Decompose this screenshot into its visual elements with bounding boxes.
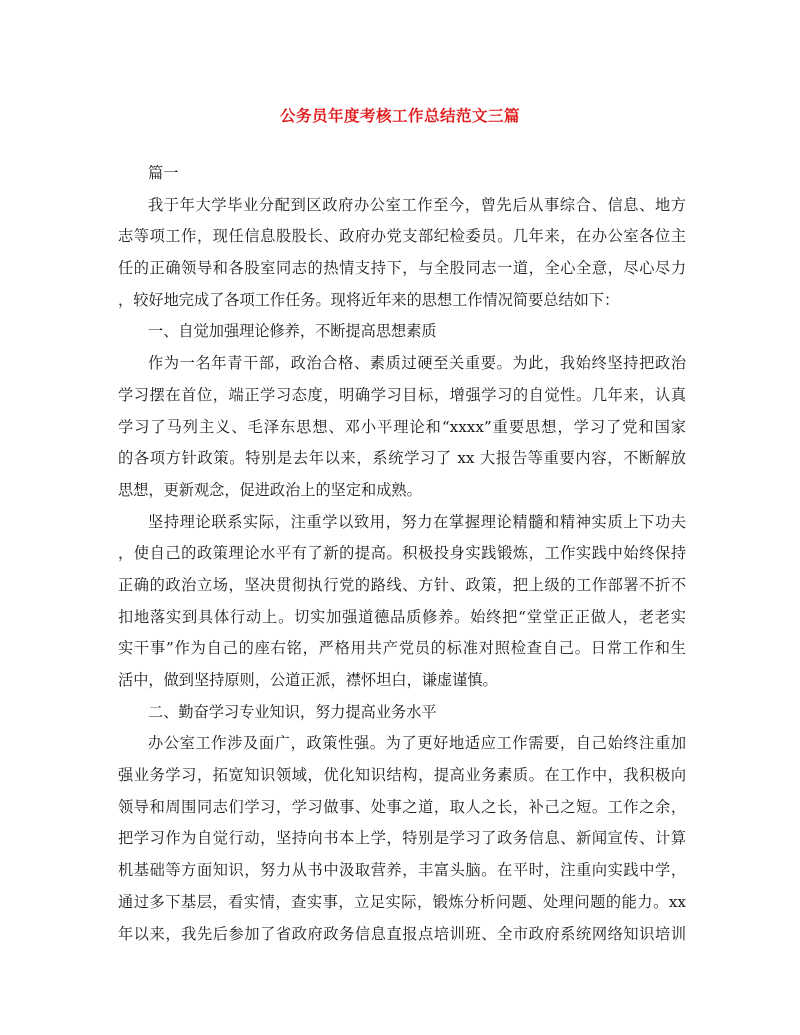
text-line: 坚持理论联系实际，注重学以致用，努力在掌握理论精髓和精神实质上下功夫	[148, 512, 686, 531]
text-line: 作为一名年青干部，政治合格、素质过硬至关重要。为此，我始终坚持把政治	[148, 354, 686, 373]
text-line: 的各项方针政策。特别是去年以来，系统学习了 xx 大报告等重要内容，不断解放	[118, 449, 686, 468]
text-line: 任的正确领导和各股室同志的热情支持下，与全股同志一道，全心全意，尽心尽力	[118, 259, 686, 278]
text-line: 机基础等方面知识，努力从书中汲取营养，丰富头脑。在平时，注重向实践中学，	[118, 861, 686, 880]
text-line: 一、自觉加强理论修养，不断提高思想素质	[148, 322, 437, 341]
text-line: 正确的政治立场，坚决贯彻执行党的路线、方针、政策，把上级的工作部署不折不	[118, 575, 686, 594]
text-line: 实干事”作为自己的座右铭，严格用共产党员的标准对照检查自己。日常工作和生	[118, 639, 686, 658]
text-line: 把学习作为自觉行动，坚持向书本上学，特别是学习了政务信息、新闻宣传、计算	[118, 829, 686, 848]
text-line: 扣地落实到具体行动上。切实加强道德品质修养。始终把“堂堂正正做人，老老实	[118, 607, 686, 626]
text-line: 志等项工作，现任信息股股长、政府办党支部纪检委员。几年来，在办公室各位主	[118, 227, 686, 246]
text-line: 办公室工作涉及面广，政策性强。为了更好地适应工作需要，自己始终注重加	[148, 734, 686, 753]
text-line: 我于年大学毕业分配到区政府办公室工作至今，曾先后从事综合、信息、地方	[148, 195, 686, 214]
text-line: 思想，更新观念，促进政治上的坚定和成熟。	[118, 480, 422, 499]
text-line: 学习了马列主义、毛泽东思想、邓小平理论和“xxxx”重要思想，学习了党和国家	[118, 417, 686, 436]
text-line: 强业务学习，拓宽知识领域，优化知识结构，提高业务素质。在工作中，我积极向	[118, 766, 686, 785]
text-line: 活中，做到坚持原则，公道正派，襟怀坦白，谦虚谨慎。	[118, 671, 498, 689]
document-body	[118, 158, 686, 950]
text-line: 年以来，我先后参加了省政府政务信息直报点培训班、全市政府系统网络知识培训	[118, 924, 686, 943]
text-line: 学习摆在首位，端正学习态度，明确学习目标，增强学习的自觉性。几年来，认真	[118, 385, 686, 404]
text-line: 通过多下基层，看实情，查实事，立足实际，锻炼分析问题、处理问题的能力。xx	[118, 892, 686, 911]
text-line: ，较好地完成了各项工作任务。现将近年来的思想工作情况简要总结如下：	[118, 290, 620, 309]
document-title: 公务员年度考核工作总结范文三篇	[279, 106, 520, 125]
text-line: 二、勤奋学习专业知识，努力提高业务水平	[148, 702, 437, 721]
text-line: 篇一	[148, 164, 179, 182]
text-line: ，使自己的政策理论水平有了新的提高。积极投身实践锻炼，工作实践中始终保持	[118, 544, 686, 563]
text-line: 领导和周围同志们学习，学习做事、处事之道，取人之长，补己之短。工作之余，	[118, 797, 686, 816]
